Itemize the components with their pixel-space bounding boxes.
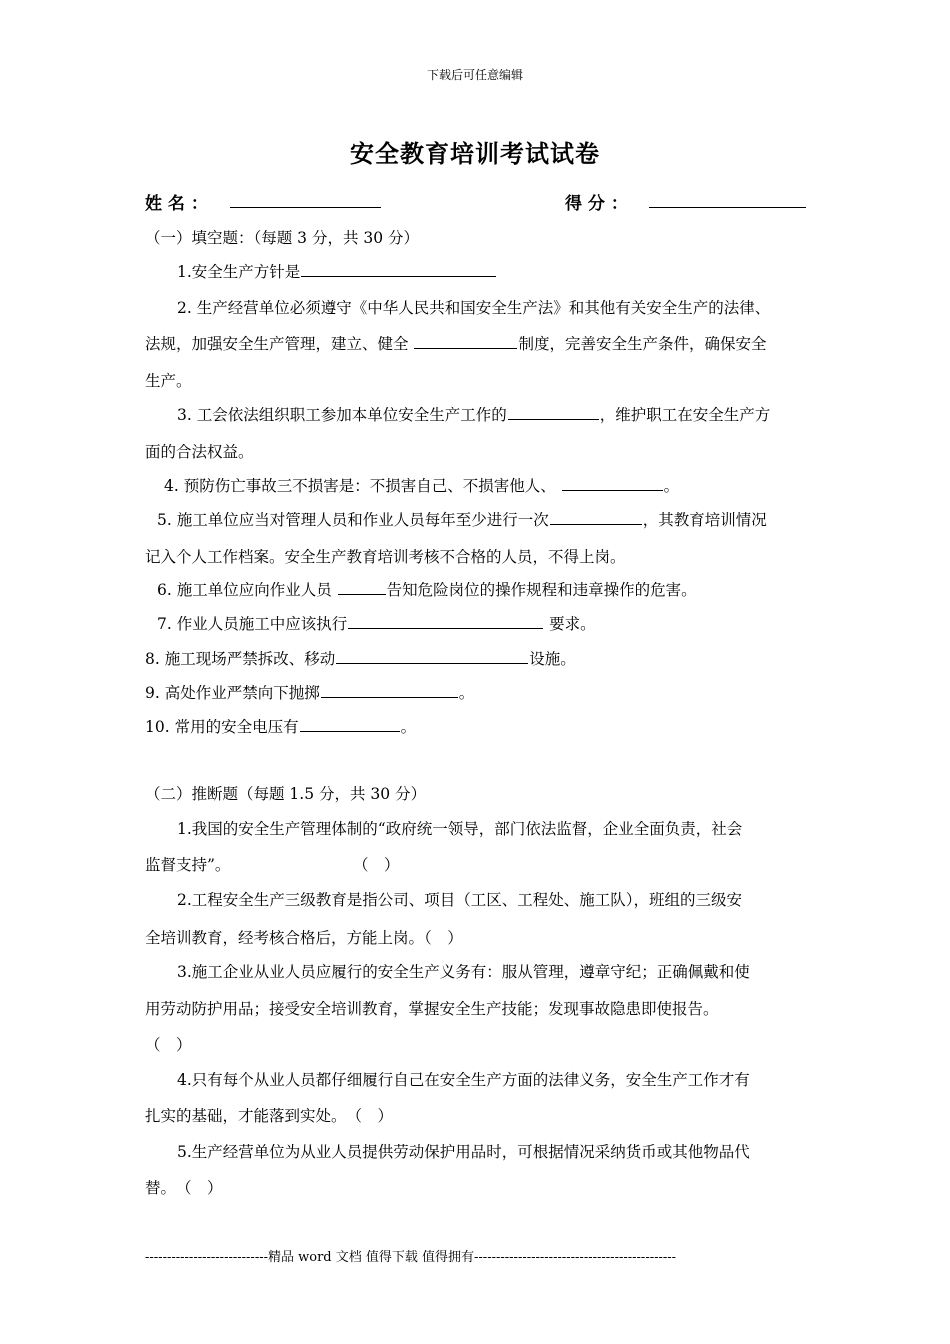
- q1-7: 7. 作业人员施工中应该执行 要求。: [157, 615, 596, 633]
- q1-9: 9. 高处作业严禁向下抛掷 。: [145, 684, 475, 702]
- answer-blank[interactable]: [348, 616, 543, 629]
- q1-8: 8. 施工现场严禁拆改、移动 设施。: [145, 650, 576, 668]
- section2-heading: （二）推断题（每题 1.5 分，共 30 分）: [145, 785, 427, 803]
- score-label: 得 分 ：: [565, 194, 628, 214]
- answer-bracket[interactable]: （ ）: [353, 856, 400, 874]
- answer-blank[interactable]: [338, 582, 386, 595]
- q2-3-line1: 3.施工企业从业人员应履行的安全生产义务有：服从管理，遵章守纪；正确佩戴和使: [177, 963, 750, 981]
- score-blank[interactable]: [649, 193, 806, 208]
- q1-2-line2: 法规，加强安全生产管理，建立、健全 制度，完善安全生产条件，确保安全: [145, 335, 767, 353]
- q2-5-line2: 替。 （ ）: [145, 1179, 223, 1197]
- q1-5-line1: 5. 施工单位应当对管理人员和作业人员每年至少进行一次 ，其教育培训情况: [157, 511, 767, 529]
- q2-1-line1: 1.我国的安全生产管理体制的“政府统一领导，部门依法监督，企业全面负责，社会: [177, 820, 743, 838]
- name-blank[interactable]: [230, 193, 381, 208]
- q2-3-line2: 用劳动防护用品；接受安全培训教育，掌握安全生产技能；发现事故隐患即使报告。: [145, 1000, 719, 1018]
- q2-2-line2: 全培训教育，经考核合格后，方能上岗。（ ）: [145, 929, 463, 947]
- q1-2-line3: 生产。: [145, 372, 192, 390]
- answer-blank[interactable]: [562, 478, 663, 491]
- answer-blank[interactable]: [301, 264, 496, 277]
- q1-10: 10. 常用的安全电压有 。: [145, 718, 417, 736]
- page-footer: ----------------------------精品 word 文档 值得下载 值得拥有----------------------------------------------: [145, 1250, 677, 1265]
- q1-3-line2: 面的合法权益。: [145, 443, 254, 461]
- answer-blank[interactable]: [321, 685, 458, 698]
- q1-1: 1.安全生产方针是: [177, 260, 497, 282]
- q1-6: 6. 施工单位应向作业人员 告知危险岗位的操作规程和违章操作的危害。: [157, 581, 697, 599]
- section1-heading: （一）填空题：（每题 3 分，共 30 分）: [145, 229, 420, 247]
- answer-blank[interactable]: [300, 719, 400, 732]
- q1-3-line1: 3. 工会依法组织职工参加本单位安全生产工作的 ，维护职工在安全生产方: [177, 406, 771, 424]
- answer-blank[interactable]: [508, 407, 599, 420]
- q2-5-line1: 5.生产经营单位为从业人员提供劳动保护用品时，可根据情况采纳货币或其他物品代: [177, 1143, 750, 1161]
- q1-2-line1: 2. 生产经营单位必须遵守《中华人民共和国安全生产法》和其他有关安全生产的法律、: [177, 299, 771, 317]
- q1-4: 4. 预防伤亡事故三不损害是：不损害自己、不损害他人、 。: [164, 477, 680, 495]
- page-header: 下载后可任意编辑: [426, 68, 523, 82]
- answer-blank[interactable]: [414, 336, 517, 349]
- name-label: 姓 名 ：: [145, 194, 208, 214]
- answer-blank[interactable]: [550, 512, 642, 525]
- q1-5-line2: 记入个人工作档案。安全生产教育培训考核不合格的人员，不得上岗。: [145, 548, 626, 566]
- q2-1-line2: 监督支持”。: [145, 856, 231, 874]
- q2-4-line1: 4.只有每个从业人员都仔细履行自己在安全生产方面的法律义务，安全生产工作才有: [177, 1071, 750, 1089]
- answer-blank[interactable]: [336, 651, 528, 664]
- page-title: 安全教育培训考试试卷: [350, 139, 600, 168]
- q2-4-line2: 扎实的基础，才能落到实处。 （ ）: [145, 1107, 394, 1125]
- q2-2-line1: 2.工程安全生产三级教育是指公司、项目（工区、工程处、施工队），班组的三级安: [177, 891, 743, 909]
- answer-bracket[interactable]: （ ）: [145, 1036, 192, 1054]
